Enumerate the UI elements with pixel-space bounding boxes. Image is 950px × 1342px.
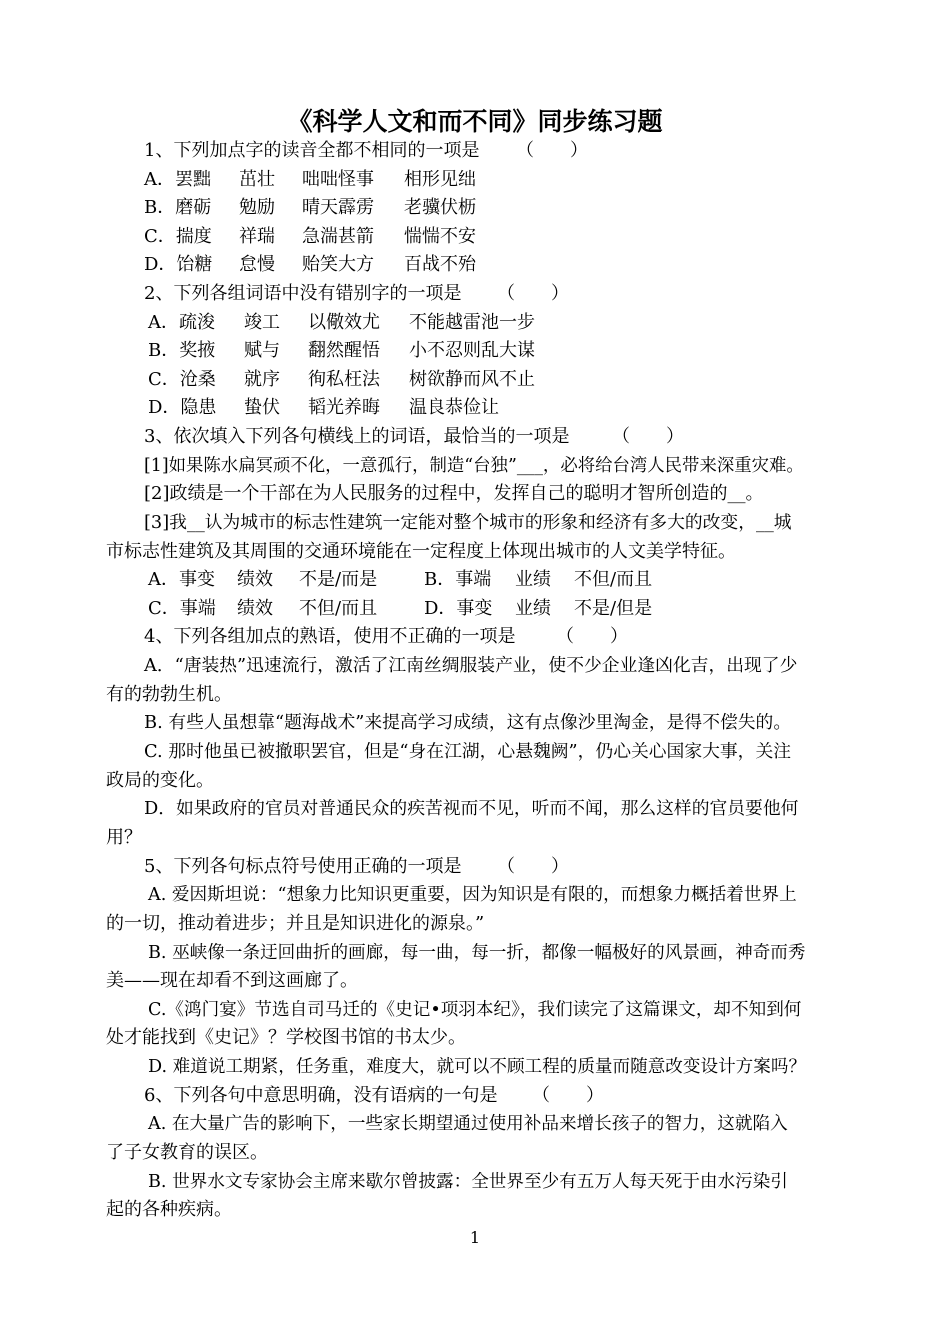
option-word: 怠慢 <box>239 254 275 275</box>
q4-option-b <box>0 709 950 738</box>
option-text: C. 那时他虽已被撤职罢官，但是“身在江湖，心悬魏阙”，仍心关心国家大事，关注 <box>144 741 792 762</box>
q2-option-a <box>0 309 950 338</box>
option-word: 茁壮 <box>239 169 275 190</box>
q3-options-cd <box>0 595 950 624</box>
answer-parenthesis: （ ） <box>497 856 569 877</box>
q4-option-a <box>0 652 950 681</box>
answer-parenthesis: （ ） <box>612 426 684 447</box>
question-5 <box>0 853 950 882</box>
option-text: 处才能找到《史记》？学校图书馆的书太少。 <box>106 1027 466 1048</box>
option-word: 相形见绌 <box>404 169 476 190</box>
q5-option-a <box>0 881 950 910</box>
answer-parenthesis: （ ） <box>556 626 628 647</box>
answer-parenthesis: （ ） <box>532 1085 604 1106</box>
option-word: 不是/但是 <box>574 598 653 619</box>
q5-option-b-cont <box>0 967 950 996</box>
option-word: A．事变 <box>148 569 215 590</box>
option-word: 绩效 <box>237 598 273 619</box>
option-text: D．如果政府的官员对普通民众的疾苦视而不见，听而不闻，那么这样的官员要他何 <box>144 798 799 819</box>
q3-options-ab <box>0 566 950 595</box>
question-2 <box>0 280 950 309</box>
q3-sentence-1 <box>0 452 950 481</box>
q5-option-c-cont <box>0 1024 950 1053</box>
option-word: 树欲静而风不止 <box>409 369 535 390</box>
option-text: A. 在大量广告的影响下，一些家长期望通过使用补品来增长孩子的智力，这就陷入 <box>148 1114 788 1134</box>
option-word: 绩效 <box>237 569 273 590</box>
q3-sentence-2 <box>0 480 950 509</box>
question-6 <box>0 1082 950 1111</box>
question-3-stem: 3、依次填入下列各句横线上的词语，最恰当的一项是 <box>144 426 570 447</box>
option-word: D．隐患 <box>148 397 217 418</box>
option-text: C.《鸿门宴》节选自司马迁的《史记•项羽本纪》，我们读完了这篇课文，却不知到何 <box>148 1000 802 1020</box>
option-word: D．事变 <box>424 598 493 619</box>
q3-sentence-3-cont <box>0 538 950 567</box>
option-word: 竣工 <box>244 312 280 333</box>
sentence-text: [1]如果陈水扁冥顽不化，一意孤行，制造“台独”___，必将给台湾人民带来深重灾难。 <box>144 456 804 476</box>
option-word: 急湍甚箭 <box>302 226 374 247</box>
option-word: 就序 <box>244 369 280 390</box>
option-word: 小不忍则乱大谋 <box>409 340 535 361</box>
option-word: 咄咄怪事 <box>302 169 374 190</box>
question-1-stem: 1、下列加点字的读音全都不相同的一项是 <box>144 140 480 161</box>
q5-option-c <box>0 996 950 1025</box>
option-word: 赋与 <box>244 340 280 361</box>
q1-option-b <box>0 194 950 223</box>
option-text: 美——现在却看不到这画廊了。 <box>106 970 358 991</box>
question-4-stem: 4、下列各组加点的熟语，使用不正确的一项是 <box>144 626 516 647</box>
option-word: 不但/而且 <box>574 569 653 590</box>
option-word: 温良恭俭让 <box>409 397 499 418</box>
q1-option-d <box>0 251 950 280</box>
option-word: 业绩 <box>515 569 551 590</box>
q2-option-c <box>0 366 950 395</box>
option-word: C．揣度 <box>144 226 212 247</box>
option-text: B. 巫峡像一条迂回曲折的画廊，每一曲，每一折，都像一幅极好的风景画，神奇而秀 <box>148 943 806 963</box>
question-4 <box>0 623 950 652</box>
q4-option-d-cont <box>0 824 950 853</box>
document-title: 《科学人文和而不同》同步练习题 <box>287 107 663 136</box>
q6-option-a-cont <box>0 1139 950 1168</box>
option-word: 不是/而是 <box>299 569 378 590</box>
sentence-text: [3]我__认为城市的标志性建筑一定能对整个城市的形象和经济有多大的改变，__城 <box>144 512 792 533</box>
question-2-stem: 2、下列各组词语中没有错别字的一项是 <box>144 283 462 304</box>
option-word: 蛰伏 <box>244 397 280 418</box>
q6-option-b-cont <box>0 1196 950 1225</box>
option-word: 翻然醒悟 <box>308 340 380 361</box>
option-word: 韬光养晦 <box>308 397 380 418</box>
q5-option-b <box>0 939 950 968</box>
question-6-stem: 6、下列各句中意思明确，没有语病的一句是 <box>144 1085 498 1106</box>
q2-option-b <box>0 337 950 366</box>
option-text: 的一切，推动着进步；并且是知识进化的源泉。” <box>106 913 485 934</box>
option-word: A．疏浚 <box>148 312 215 333</box>
option-text: 有的勃勃生机。 <box>106 684 232 705</box>
option-word: 以儆效尤 <box>308 312 380 333</box>
option-word: 百战不殆 <box>404 254 476 275</box>
option-word: B．奖掖 <box>148 340 216 361</box>
option-word: 勉励 <box>239 197 275 218</box>
option-word: 徇私枉法 <box>308 369 380 390</box>
q5-option-d <box>0 1053 950 1082</box>
option-word: 祥瑞 <box>239 226 275 247</box>
sentence-text: [2]政绩是一个干部在为人民服务的过程中，发挥自己的聪明才智所创造的__。 <box>144 483 764 504</box>
option-word: D．饴糖 <box>144 254 213 275</box>
option-text: B. 有些人虽想靠“题海战术”来提高学习成绩，这有点像沙里淘金，是得不偿失的。 <box>144 712 792 733</box>
option-word: B．磨砺 <box>144 197 212 218</box>
q6-option-a <box>0 1110 950 1139</box>
question-5-stem: 5、下列各句标点符号使用正确的一项是 <box>144 856 462 877</box>
option-word: B．事端 <box>424 569 492 590</box>
q4-option-c <box>0 738 950 767</box>
option-word: C．沧桑 <box>148 369 216 390</box>
answer-parenthesis: （ ） <box>497 283 569 304</box>
q3-sentence-3 <box>0 509 950 538</box>
option-text: 起的各种疾病。 <box>106 1199 232 1220</box>
option-text: 用？ <box>106 827 142 848</box>
option-text: D. 难道说工期紧，任务重，难度大，就可以不顾工程的质量而随意改变设计方案吗？ <box>148 1057 807 1077</box>
option-word: 晴天霹雳 <box>302 197 374 218</box>
sentence-text: 市标志性建筑及其周围的交通环境能在一定程度上体现出城市的人文美学特征。 <box>106 541 736 562</box>
option-word: A．罢黜 <box>144 169 211 190</box>
option-word: 老骥伏枥 <box>404 197 476 218</box>
q6-option-b <box>0 1168 950 1197</box>
option-text: 了子女教育的误区。 <box>106 1142 268 1163</box>
answer-parenthesis: （ ） <box>516 140 588 161</box>
q4-option-a-cont <box>0 681 950 710</box>
question-3 <box>0 423 950 452</box>
option-word: C．事端 <box>148 598 216 619</box>
question-1 <box>0 137 950 166</box>
option-text: A．“唐装热”迅速流行，激活了江南丝绸服装产业，使不少企业逢凶化吉，出现了少 <box>144 655 798 676</box>
page-number: 1 <box>469 1228 481 1247</box>
option-word: 贻笑大方 <box>302 254 374 275</box>
option-word: 惴惴不安 <box>404 226 476 247</box>
option-word: 业绩 <box>515 598 551 619</box>
q1-option-c <box>0 223 950 252</box>
q5-option-a-cont <box>0 910 950 939</box>
q2-option-d <box>0 394 950 423</box>
q1-option-a <box>0 166 950 195</box>
option-text: 政局的变化。 <box>106 770 214 791</box>
option-text: B. 世界水文专家协会主席来歇尔曾披露：全世界至少有五万人每天死于由水污染引 <box>148 1172 788 1192</box>
q4-option-c-cont <box>0 767 950 796</box>
q4-option-d <box>0 795 950 824</box>
option-word: 不但/而且 <box>299 598 378 619</box>
option-text: A. 爱因斯坦说：“想象力比知识更重要，因为知识是有限的，而想象力概括着世界上 <box>148 885 797 905</box>
option-word: 不能越雷池一步 <box>409 312 535 333</box>
